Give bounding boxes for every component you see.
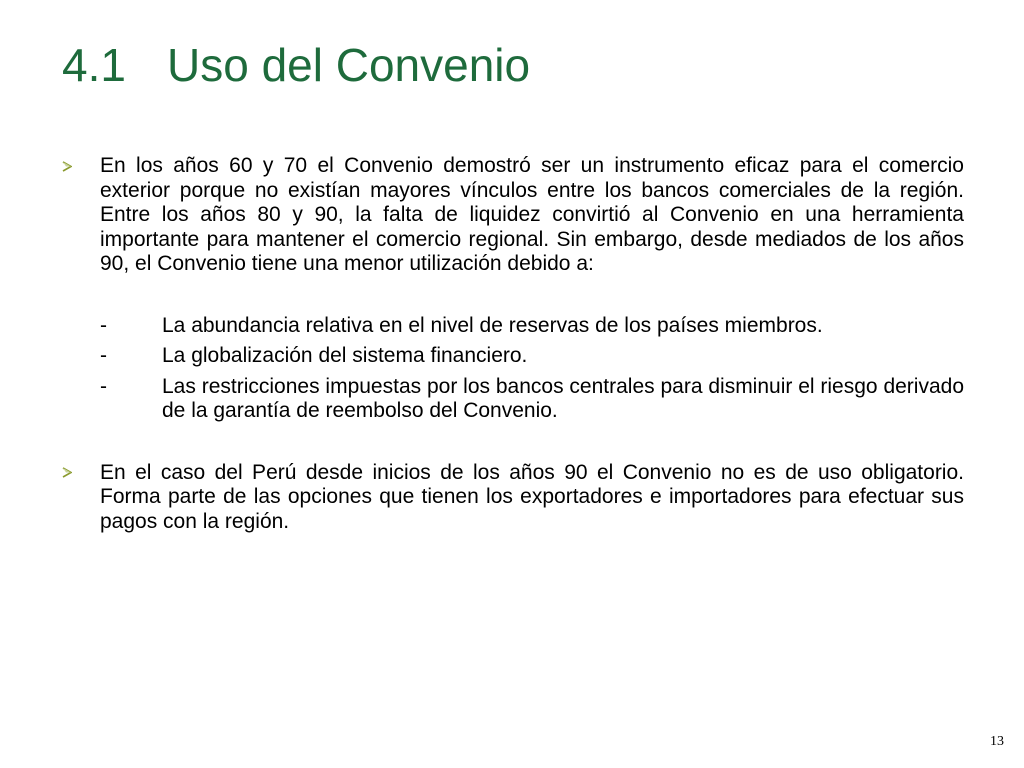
sub-list: [100, 314, 964, 424]
bullet-text: En el caso del Perú desde inicios de los años 90 el Convenio no es de uso obligatorio. Forma parte de las opciones que tienen los exportadores e importadores para efectuar sus pagos con la región.: [100, 460, 964, 533]
dash-marker: -: [100, 313, 107, 337]
dash-marker: -: [100, 344, 107, 367]
sub-item: [100, 344, 964, 369]
bullet-item: [62, 461, 964, 535]
sub-item-text: Las restricciones impuestas por los bancos centrales para disminuir el riesgo derivado de la garantía de reembolso del Convenio.: [162, 374, 964, 422]
sub-item-text: La abundancia relativa en el nivel de reservas de los países miembros.: [162, 313, 823, 337]
dash-marker: -: [100, 374, 107, 398]
section-number: 4.1: [62, 39, 126, 91]
sub-item: [100, 375, 964, 424]
bullet-text: En los años 60 y 70 el Convenio demostró ser un instrumento eficaz para el comercio exterior porque no existían mayores vínculos entre los bancos comerciales de la región. Entre los años 80 y 90, la falta de liquidez convirtió al Convenio en una herramienta importante para mantener el comercio regional. Sin embargo, desde mediados de los años 90, el Convenio tiene una menor utilización debido a:: [100, 154, 964, 275]
arrow-bullet-icon: [62, 154, 100, 179]
title-text: Uso del Convenio: [167, 39, 531, 91]
slide-body: [62, 154, 964, 534]
arrow-bullet-icon: [62, 461, 100, 486]
page-number: 13: [990, 734, 1004, 749]
sub-item-text: La globalización del sistema financiero.: [162, 344, 528, 367]
bullet-item: [62, 154, 964, 277]
sub-item: [100, 314, 964, 339]
slide-title: [62, 38, 530, 93]
